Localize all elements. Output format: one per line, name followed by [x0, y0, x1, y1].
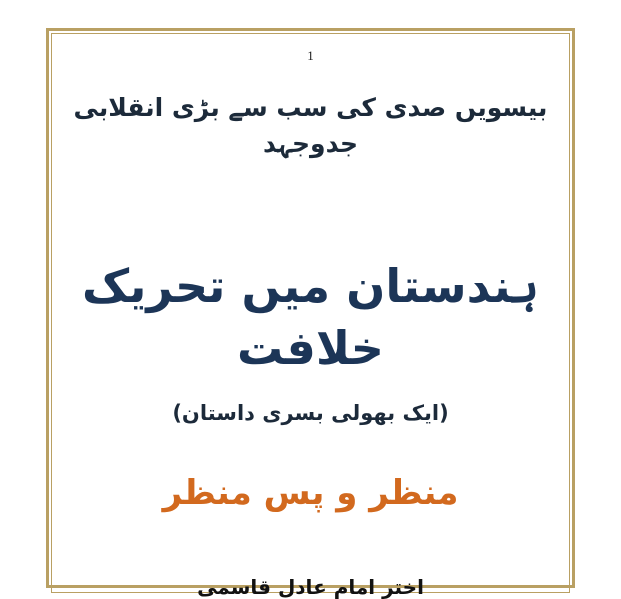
subtitle-parenthetical: (ایک بھولی بسری داستان): [172, 400, 449, 425]
subtitle-top: بیسویں صدی کی سب سے بڑی انقلابی جدوجہد: [73, 93, 548, 159]
section-heading-accent: منظر و پس منظر: [162, 472, 459, 513]
page-content: [60, 40, 561, 599]
page-number: 1: [307, 48, 314, 63]
page-title: ہندستان میں تحریک خلافت: [82, 258, 539, 375]
author-name: اختر امام عادل قاسمی: [197, 574, 424, 599]
